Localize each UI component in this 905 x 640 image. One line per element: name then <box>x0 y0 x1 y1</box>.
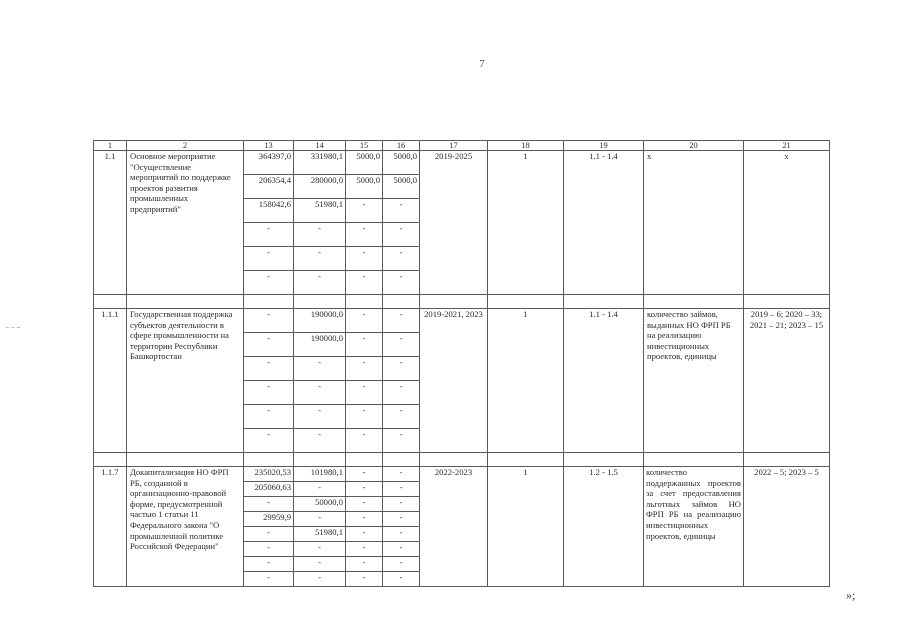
value-cell: - <box>294 271 346 295</box>
value-cell: - <box>346 572 383 587</box>
value-cell: - <box>244 381 294 405</box>
indicator-cell: количество займов, выданных НО ФРП РБ на реализацию инвестиционных проектов, единицы <box>644 309 744 453</box>
value-cell: - <box>346 542 383 557</box>
value-cell: - <box>244 572 294 587</box>
spacer-cell <box>488 295 564 309</box>
value-cell: - <box>383 381 420 405</box>
col18-cell: 1 <box>488 467 564 587</box>
value-cell: - <box>294 542 346 557</box>
row-id: 1.1.7 <box>94 467 127 587</box>
spacer-cell <box>420 453 488 467</box>
value-cell: 206354,4 <box>244 175 294 199</box>
spacer-cell <box>744 453 830 467</box>
period-cell: 2019-2025 <box>420 151 488 295</box>
measure-name: Основное мероприятие "Осуществление мероприятий по поддержке проектов развития промышленных предприятий" <box>127 151 244 295</box>
value-cell: - <box>244 527 294 542</box>
value-cell: - <box>294 357 346 381</box>
header-cell: 1 <box>94 141 127 151</box>
value-cell: - <box>383 271 420 295</box>
header-cell: 19 <box>564 141 644 151</box>
value-cell: 5000,0 <box>383 175 420 199</box>
value-cell: - <box>244 333 294 357</box>
spacer-cell <box>383 295 420 309</box>
value-cell: 5000,0 <box>346 151 383 175</box>
value-cell: - <box>346 467 383 482</box>
value-cell: - <box>294 512 346 527</box>
col19-cell: 1.2 - 1.5 <box>564 467 644 587</box>
value-cell: - <box>383 497 420 512</box>
value-cell: 190000,0 <box>294 309 346 333</box>
row-id: 1.1 <box>94 151 127 295</box>
measure-name: Государственная поддержка субъектов деятельности в сфере промышленности на территории Республики Башкортостан <box>127 309 244 453</box>
table-row <box>94 309 830 333</box>
value-cell: - <box>383 557 420 572</box>
spacer-cell <box>488 453 564 467</box>
value-cell: - <box>294 381 346 405</box>
value-cell: - <box>383 572 420 587</box>
spacer-cell <box>346 453 383 467</box>
value-cell: - <box>294 429 346 453</box>
header-row <box>94 141 830 151</box>
spacer-cell <box>127 295 244 309</box>
value-cell: - <box>383 333 420 357</box>
value-cell: - <box>346 381 383 405</box>
header-cell: 17 <box>420 141 488 151</box>
value-cell: 235020,53 <box>244 467 294 482</box>
value-cell: - <box>383 247 420 271</box>
value-cell: - <box>346 199 383 223</box>
value-cell: 51980,1 <box>294 527 346 542</box>
value-cell: - <box>383 467 420 482</box>
measure-name: Докапитализация НО ФРП РБ, созданной в организационно-правовой форме, предусмотренной частью 1 статьи 11 Федерального закона "О промышленной политике Российской Федерации" <box>127 467 244 587</box>
spacer-cell <box>564 453 644 467</box>
value-cell: - <box>346 223 383 247</box>
spacer-cell <box>383 453 420 467</box>
value-cell: - <box>346 429 383 453</box>
period-cell: 2022-2023 <box>420 467 488 587</box>
value-cell: - <box>294 482 346 497</box>
value-cell: 5000,0 <box>383 151 420 175</box>
value-cell: - <box>294 223 346 247</box>
spacer-cell <box>94 295 127 309</box>
spacer-cell <box>644 295 744 309</box>
value-cell: - <box>244 429 294 453</box>
header-cell: 21 <box>744 141 830 151</box>
value-cell: - <box>294 405 346 429</box>
value-cell: 280000,0 <box>294 175 346 199</box>
spacer-row <box>94 453 830 467</box>
value-cell: - <box>346 357 383 381</box>
header-cell: 14 <box>294 141 346 151</box>
value-cell: - <box>346 309 383 333</box>
value-cell: - <box>346 405 383 429</box>
value-cell: 51980,1 <box>294 199 346 223</box>
value-cell: 158042,6 <box>244 199 294 223</box>
margin-mark <box>6 327 20 328</box>
value-cell: - <box>346 527 383 542</box>
value-cell: 331980,1 <box>294 151 346 175</box>
spacer-cell <box>420 295 488 309</box>
value-cell: - <box>294 572 346 587</box>
value-cell: - <box>244 357 294 381</box>
targets-cell: х <box>744 151 830 295</box>
value-cell: - <box>383 199 420 223</box>
spacer-cell <box>644 453 744 467</box>
indicator-cell: количество поддержанных проектов за счет предоставления льготных займов НО ФРП РБ на реализацию инвестиционных проектов, единицы <box>644 467 744 587</box>
header-cell: 20 <box>644 141 744 151</box>
page-number: 7 <box>479 58 485 70</box>
value-cell: - <box>294 557 346 572</box>
header-cell: 18 <box>488 141 564 151</box>
value-cell: - <box>244 542 294 557</box>
col19-cell: 1.1 - 1.4 <box>564 151 644 295</box>
value-cell: - <box>244 497 294 512</box>
value-cell: - <box>383 512 420 527</box>
value-cell: 364397,0 <box>244 151 294 175</box>
targets-cell: 2022 – 5; 2023 – 5 <box>744 467 830 587</box>
value-cell: - <box>346 247 383 271</box>
period-cell: 2019-2021, 2023 <box>420 309 488 453</box>
program-table <box>93 140 830 587</box>
spacer-cell <box>564 295 644 309</box>
header-cell: 2 <box>127 141 244 151</box>
value-cell: - <box>244 309 294 333</box>
value-cell: 101980,1 <box>294 467 346 482</box>
value-cell: - <box>346 512 383 527</box>
table-row <box>94 467 830 482</box>
value-cell: - <box>346 271 383 295</box>
value-cell: - <box>383 482 420 497</box>
header-cell: 16 <box>383 141 420 151</box>
value-cell: - <box>383 527 420 542</box>
row-id: 1.1.1 <box>94 309 127 453</box>
value-cell: - <box>346 497 383 512</box>
spacer-cell <box>127 453 244 467</box>
header-cell: 15 <box>346 141 383 151</box>
spacer-cell <box>94 453 127 467</box>
col19-cell: 1.1 - 1.4 <box>564 309 644 453</box>
value-cell: 50000,0 <box>294 497 346 512</box>
value-cell: - <box>383 309 420 333</box>
value-cell: 190000,0 <box>294 333 346 357</box>
closing-quote-mark: »; <box>846 588 856 602</box>
value-cell: - <box>346 557 383 572</box>
spacer-cell <box>744 295 830 309</box>
value-cell: - <box>383 223 420 247</box>
spacer-row <box>94 295 830 309</box>
value-cell: 5000,0 <box>346 175 383 199</box>
value-cell: - <box>244 247 294 271</box>
value-cell: - <box>346 333 383 357</box>
header-cell: 13 <box>244 141 294 151</box>
spacer-cell <box>244 295 294 309</box>
value-cell: - <box>346 482 383 497</box>
value-cell: 29959,9 <box>244 512 294 527</box>
table-row <box>94 151 830 175</box>
spacer-cell <box>294 295 346 309</box>
value-cell: - <box>244 557 294 572</box>
spacer-cell <box>244 453 294 467</box>
value-cell: - <box>244 271 294 295</box>
indicator-cell: х <box>644 151 744 295</box>
value-cell: - <box>383 542 420 557</box>
value-cell: - <box>383 429 420 453</box>
value-cell: 205060,63 <box>244 482 294 497</box>
targets-cell: 2019 – 6; 2020 – 33; 2021 – 21; 2023 – 15 <box>744 309 830 453</box>
value-cell: - <box>383 357 420 381</box>
value-cell: - <box>244 223 294 247</box>
value-cell: - <box>294 247 346 271</box>
value-cell: - <box>383 405 420 429</box>
spacer-cell <box>346 295 383 309</box>
col18-cell: 1 <box>488 151 564 295</box>
spacer-cell <box>294 453 346 467</box>
value-cell: - <box>244 405 294 429</box>
col18-cell: 1 <box>488 309 564 453</box>
